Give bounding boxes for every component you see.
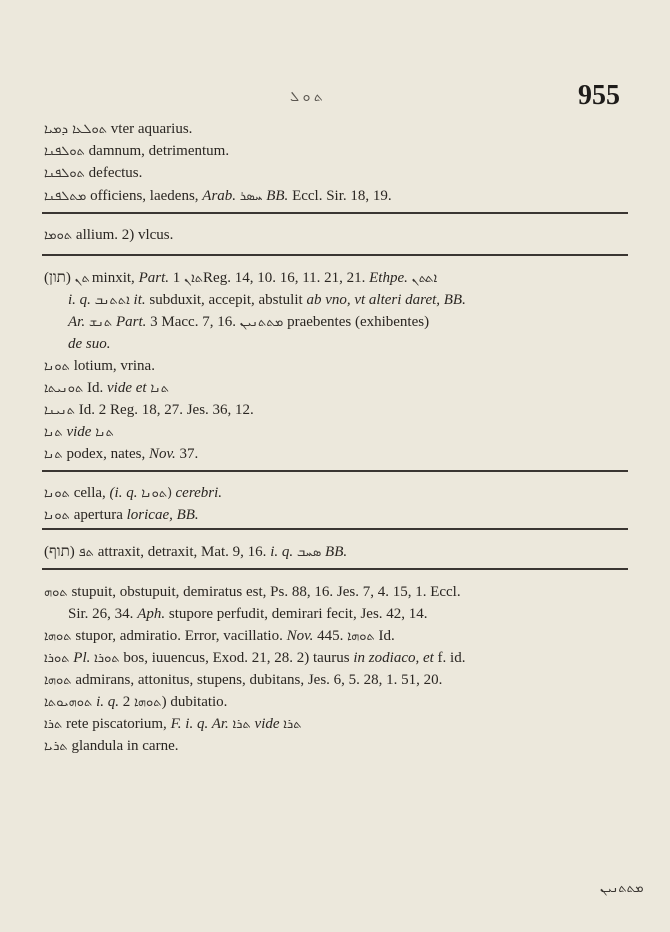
entry-line: ܬܪܝܐ glandula in carne. [44, 738, 179, 754]
entry-line: ܬܢܐ podex, nates, Nov. 37. [44, 446, 199, 462]
entry-line: ܬܘܡܐ allium. 2) vlcus. [44, 227, 174, 243]
running-head: ܬ ܘ ܠ [290, 90, 323, 105]
entry-line: ܡܬܠܦܢܐ officiens, laedens, Arab. ܚܣܪ BB. Eccl. Sir. 18, 19. [44, 188, 392, 204]
catchword: ܡܬܬܢܝܢ [600, 880, 644, 895]
entry-line: ܬܘܗܐ admirans, attonitus, stupens, dubitans, Jes. 6, 5. 28, 1. 51, 20. [44, 672, 443, 688]
entry-line: Ar. ܬܢܫ Part. 3 Macc. 7, 16. ܡܬܬܢܝܢ praebentes (exhibentes) [68, 314, 430, 330]
section-rule [42, 470, 628, 472]
section-rule [42, 254, 628, 256]
entry-line: ܬܘܢܐ cella, (i. q. ܬܘܢܐ) cerebri. [44, 485, 223, 501]
entry-line: (תוף) ܬܦ attraxit, detraxit, Mat. 9, 16. i. q. ܣܚܒ BB. [44, 544, 348, 560]
entry-line: ܬܢܝܢܐ Id. 2 Reg. 18, 27. Jes. 36, 12. [44, 402, 254, 418]
entry-line: ܬܘܗܝܘܬܐ i. q. ܬܘܗܐ 2) dubitatio. [44, 694, 228, 710]
entry-line: ܬܘܠܦܢܐ defectus. [44, 165, 143, 181]
entry-line: de suo. [68, 336, 111, 352]
page-number: 955 [578, 80, 620, 111]
entry-line: ܬܘܠܦܢܐ damnum, detrimentum. [44, 143, 230, 159]
entry-line: ܬܘܪܐ Pl. ܬܘܪܐ bos, iuuencus, Exod. 21, 28. 2) taurus in zodiaco, et f. id. [44, 650, 466, 666]
section-rule [42, 528, 628, 530]
section-rule [42, 568, 628, 570]
entry-line: i. q. ܐܬܬܢܒ it. subduxit, accepit, abstulit ab vno, vt alteri daret, BB. [68, 292, 466, 308]
entry-line: ܬܘܢܝܬܐ Id. vide et ܬܢܐ [44, 380, 170, 396]
section-rule [42, 212, 628, 214]
entry-line: (תון) ܬܢ minxit, Part. ܬܐܢ 1Reg. 14, 10. 16, 11. 21, 21. Ethpe. ܐܬܬܢ [44, 270, 438, 286]
entry-line: ܬܘܢܐ lotium, vrina. [44, 358, 155, 374]
entry-line: Sir. 26, 34. Aph. stupore perfudit, demirari fecit, Jes. 42, 14. [68, 606, 428, 622]
entry-line: ܬܢܐ vide ܬܢܐ [44, 424, 114, 440]
entry-line: ܬܘܗܐ stupor, admiratio. Error, vacillatio. Nov. 445. ܬܘܗܐ Id. [44, 628, 395, 644]
entry-line: ܬܘܠܥܐ ܕܡܝܐ vter aquarius. [44, 121, 193, 137]
entry-line: ܬܘܗ stupuit, obstupuit, demiratus est, Ps. 88, 16. Jes. 7, 4. 15, 1. Eccl. [44, 584, 461, 600]
entry-line: ܬܘܢܐ apertura loricae, BB. [44, 507, 199, 523]
entry-line: ܬܪܐ rete piscatorium, F. i. q. Ar. ܬܪܐ vide ܬܪܐ [44, 716, 302, 732]
